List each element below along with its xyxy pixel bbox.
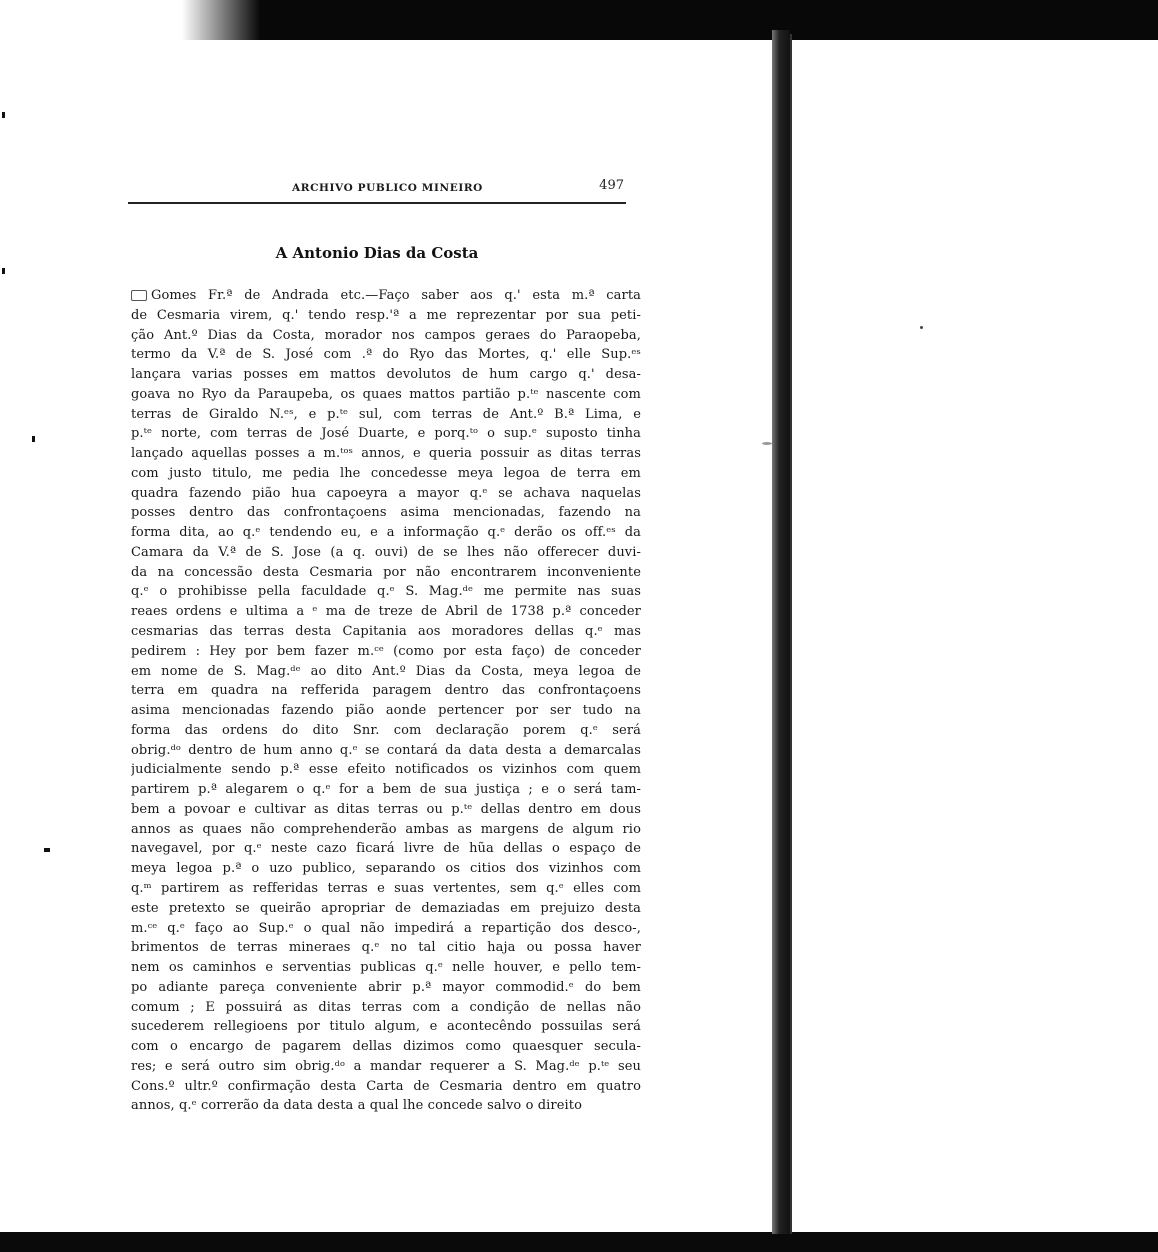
- text-line: terras de Giraldo N.ᵉˢ, e p.ᵗᵉ sul, com terras de Ant.º B.ª Lima, e: [131, 406, 641, 422]
- text-line: posses dentro das confrontaçoens asima mencionadas, fazendo na: [131, 505, 641, 521]
- text-line: annos, q.ᵉ correrão da data desta a qual lhe concede salvo o direito: [131, 1098, 583, 1114]
- initial-ornament-icon: [131, 290, 147, 301]
- text-line: Cons.º ultr.º confirmação desta Carta de Cesmaria dentro em quatro: [131, 1078, 641, 1094]
- text-line: com justo titulo, me pedia lhe concedesse meya legoa de terra em: [131, 465, 641, 481]
- page-header: [128, 176, 626, 198]
- text-line: quadra fazendo pião hua capoeyra a mayor q.ᵉ se achava naquelas: [131, 485, 641, 501]
- text-line: em nome de S. Mag.ᵈᵉ ao dito Ant.º Dias da Costa, meya legoa de: [131, 663, 641, 679]
- text-line: q.ᵐ partirem as refferidas terras e suas vertentes, sem q.ᵉ elles com: [131, 880, 641, 896]
- text-line: ção Ant.º Dias da Costa, morador nos campos geraes do Paraopeba,: [131, 327, 641, 343]
- text-line: meya legoa p.ª o uzo publico, separando os citios dos vizinhos com: [131, 861, 641, 877]
- scan-speck: [762, 442, 772, 445]
- text-line: navegavel, por q.ᵉ neste cazo ficará livre de hũa dellas o espaço de: [131, 841, 641, 857]
- book-spine-edge: [790, 34, 792, 1234]
- scan-margin-mark: [2, 112, 5, 118]
- text-line: po adiante pareça conveniente abrir p.ª mayor commodid.ᵉ do bem: [131, 979, 641, 995]
- document-title: A Antonio Dias da Costa: [275, 244, 479, 262]
- text-line: annos as quaes não comprehenderão ambas as margens de algum rio: [131, 821, 641, 837]
- running-title: ARCHIVO PUBLICO MINEIRO: [292, 182, 483, 194]
- text-line: asima mencionadas fazendo pião aonde pertencer por ser tudo na: [131, 703, 641, 719]
- text-line: [131, 286, 641, 306]
- text-line: forma das ordens do dito Snr. com declaração porem q.ᵉ será: [131, 722, 641, 738]
- text-line: bem a povoar e cultivar as ditas terras ou p.ᵗᵉ dellas dentro em dous: [131, 801, 641, 817]
- text-line: termo da V.ª de S. José com .ª do Ryo das Mortes, q.' elle Sup.ᵉˢ: [131, 347, 641, 363]
- text-line: Camara da V.ª de S. Jose (a q. ouvi) de se lhes não offerecer duvi-: [131, 544, 641, 560]
- book-spine-shadow: [772, 30, 790, 1234]
- text-line: reaes ordens e ultima a ᵉ ma de treze de Abril de 1738 p.ª conceder: [131, 604, 641, 620]
- text-line: este pretexto se queirão apropriar de demaziadas em prejuizo desta: [131, 900, 641, 916]
- scan-margin-mark: [2, 268, 5, 274]
- text-line: p.ᵗᵉ norte, com terras de José Duarte, e porq.ᵗᵒ o sup.ᵉ suposto tinha: [131, 426, 641, 442]
- text-line: lançara varias posses em mattos devolutos de hum cargo q.' desa-: [131, 367, 641, 383]
- scan-bottom-border: [0, 1232, 1158, 1252]
- text-line: res; e será outro sim obrig.ᵈᵒ a mandar requerer a S. Mag.ᵈᵉ p.ᵗᵉ seu: [131, 1058, 641, 1074]
- text-line: forma dita, ao q.ᵉ tendendo eu, e a informação q.ᵉ derão os off.ᵉˢ da: [131, 525, 641, 541]
- text-line-content: Gomes Fr.ª de Andrada etc.—Faço saber aos q.' esta m.ª carta: [151, 288, 641, 303]
- scan-margin-mark: [44, 848, 50, 852]
- text-line: da na concessão desta Cesmaria por não encontrarem inconveniente: [131, 564, 641, 580]
- scan-speck: [920, 326, 923, 329]
- header-rule: [128, 202, 626, 204]
- text-line: comum ; E possuirá as ditas terras com a condição de nellas não: [131, 999, 641, 1015]
- text-line: brimentos de terras mineraes q.ᵉ no tal citio haja ou possa haver: [131, 940, 641, 956]
- text-line: sucederem rellegioens por titulo algum, e acontecêndo possuilas será: [131, 1019, 641, 1035]
- text-line: lançado aquellas posses a m.ᵗᵒˢ annos, e queria possuir as ditas terras: [131, 446, 641, 462]
- text-line: cesmarias das terras desta Capitania aos moradores dellas q.ᵉ mas: [131, 624, 641, 640]
- text-line: m.ᶜᵉ q.ᵉ faço ao Sup.ᵉ o qual não impedirá a repartição dos desco-,: [131, 920, 641, 936]
- text-line: q.ᵉ o prohibisse pella faculdade q.ᵉ S. Mag.ᵈᵉ me permite nas suas: [131, 584, 641, 600]
- text-line: pedirem : Hey por bem fazer m.ᶜᵉ (como por esta faço) de conceder: [131, 643, 641, 659]
- text-line: nem os caminhos e serventias publicas q.ᵉ nelle houver, e pello tem-: [131, 960, 641, 976]
- text-line: obrig.ᵈᵒ dentro de hum anno q.ᵉ se contará da data desta a demarcalas: [131, 742, 641, 758]
- text-line: partirem p.ª alegarem o q.ᵉ for a bem de sua justiça ; e o será tam-: [131, 782, 641, 798]
- text-line: goava no Ryo da Paraupeba, os quaes mattos partião p.ᵗᵉ nascente com: [131, 386, 641, 402]
- text-line: com o encargo de pagarem dellas dizimos como quaesquer secula-: [131, 1039, 641, 1055]
- page-number: 497: [599, 178, 624, 193]
- scan-top-border-fade: [0, 0, 260, 40]
- text-line: terra em quadra na refferida paragem dentro das confrontaçoens: [131, 683, 641, 699]
- scan-margin-mark: [32, 436, 35, 442]
- document-body: [131, 286, 641, 1116]
- text-line: de Cesmaria virem, q.' tendo resp.'ª a me reprezentar por sua peti-: [131, 307, 641, 323]
- text-line: judicialmente sendo p.ª esse efeito notificados os vizinhos com quem: [131, 762, 641, 778]
